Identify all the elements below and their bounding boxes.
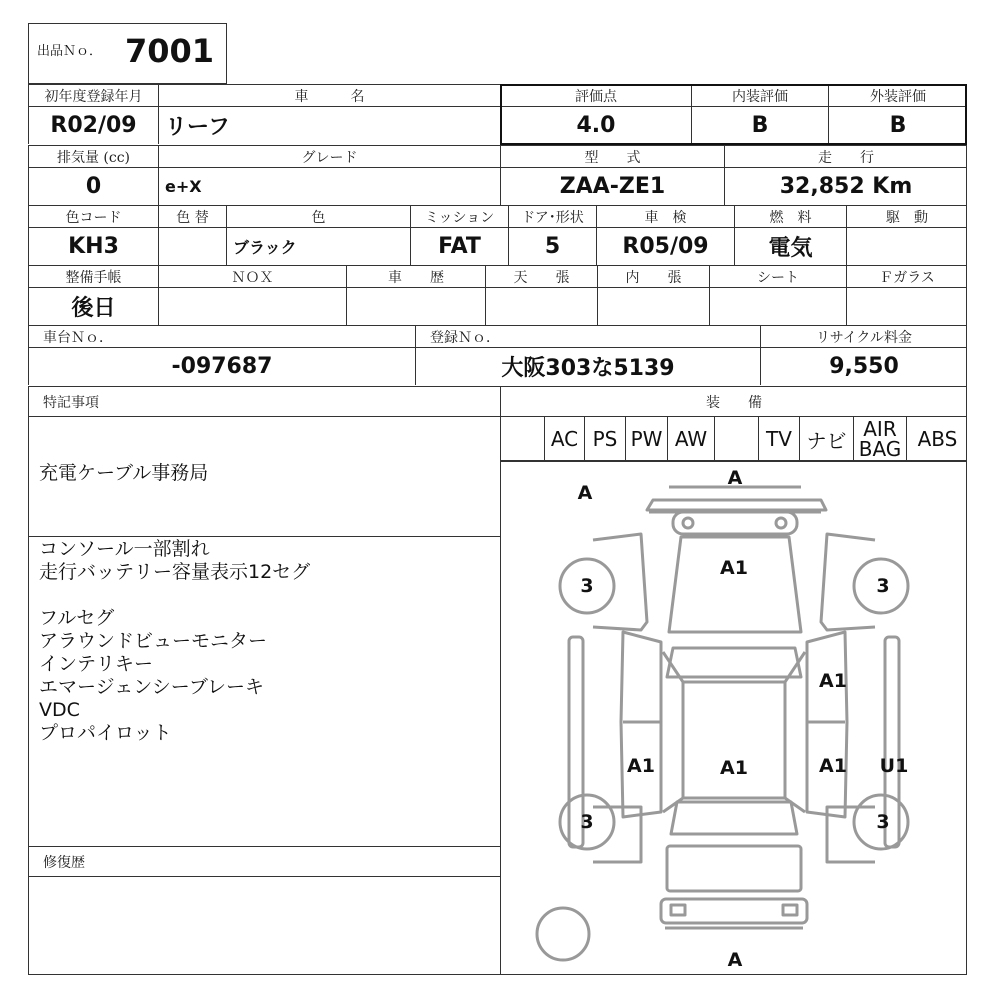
recycle-label: リサイクル料金 — [760, 325, 967, 347]
maint-label: 整備手帳 — [28, 265, 158, 287]
model-label: 型 式 — [500, 145, 724, 167]
exterior-label: 外装評価 — [828, 84, 967, 106]
maint-value: 後日 — [28, 287, 158, 325]
damage-front-left: A — [577, 482, 593, 504]
repair-label: 修復歴 — [28, 846, 500, 876]
chassis-label: 車台Ｎｏ． — [28, 325, 415, 347]
repair-box — [28, 876, 500, 975]
score-highlight-box — [500, 84, 967, 145]
grade-value: e+X — [158, 167, 500, 205]
rear-bumper-shape — [661, 899, 807, 923]
equip-item — [715, 417, 759, 461]
equip-item — [501, 417, 545, 461]
nox-value — [158, 287, 346, 325]
lot-label: 出品Ｎｏ． — [37, 44, 103, 59]
inner-label: 内 張 — [597, 265, 709, 287]
damage-rear-bumper: A — [727, 949, 743, 971]
name-label: 車 名 — [158, 84, 500, 106]
color-label: 色 — [226, 205, 410, 227]
interior-value: B — [691, 106, 828, 144]
inspection-label: 車 検 — [596, 205, 734, 227]
equip-abs: ABS — [917, 427, 958, 451]
nox-label: ＮＯＸ — [158, 265, 346, 287]
remarks-top-box — [28, 416, 500, 536]
chassis-value: -097687 — [28, 347, 415, 385]
damage-right-door: A1 — [819, 755, 847, 777]
equipment-label: 装 備 — [500, 386, 967, 416]
exterior-value: B — [828, 106, 967, 144]
front-bumper-shape — [647, 487, 826, 512]
damage-front-left-tire: 3 — [580, 575, 594, 597]
repaint-label: 色 替 — [158, 205, 226, 227]
seat-label: シート — [709, 265, 846, 287]
car-diagram — [501, 462, 967, 975]
equip-aw: AW — [668, 417, 715, 461]
mission-value: FAT — [410, 227, 508, 265]
remarks-body-box — [28, 536, 500, 846]
rear-window-shape — [671, 802, 797, 834]
score-value: 4.0 — [500, 106, 691, 144]
remarks-line1: 充電ケーブル事務局 — [39, 462, 209, 484]
damage-hood: A1 — [720, 557, 748, 579]
color-value: ブラック — [226, 227, 410, 265]
auction-sheet — [28, 84, 967, 975]
drive-value — [846, 227, 967, 265]
damage-left-door: A1 — [627, 755, 655, 777]
seat-value — [709, 287, 846, 325]
score-label: 評価点 — [500, 84, 691, 106]
damage-right-rocker: U1 — [879, 755, 909, 777]
roof-shape — [683, 682, 785, 798]
fuel-value: 電気 — [734, 227, 846, 265]
damage-front-bumper: A — [727, 467, 743, 489]
reg-label: 初年度登録年月 — [28, 84, 158, 106]
disp-label: 排気量 (cc) — [28, 145, 158, 167]
lot-box — [28, 23, 227, 84]
remarks-body: コンソール一部割れ 走行バッテリー容量表示12セグ フルセグ アラウンドビューモニター インテリキー エマージェンシーブレーキ VDC プロパイロット — [39, 538, 311, 744]
damage-front-right-tire: 3 — [876, 575, 890, 597]
glass-label: Ｆガラス — [846, 265, 967, 287]
lot-number: 7001 — [125, 32, 215, 70]
color-code-value: KH3 — [28, 227, 158, 265]
history-value — [346, 287, 485, 325]
disp-value: 0 — [28, 167, 158, 205]
hood-shape — [669, 537, 801, 632]
equip-navi: ナビ — [800, 417, 854, 461]
roof-label: 天 張 — [485, 265, 597, 287]
grade-label: グレード — [158, 145, 500, 167]
color-code-label: 色コード — [28, 205, 158, 227]
name-value: リーフ — [158, 106, 500, 144]
roof-value — [485, 287, 597, 325]
equip-tv: TV — [759, 417, 800, 461]
left-side-shape — [621, 632, 661, 817]
damage-right-front-fender: A1 — [819, 670, 847, 692]
interior-label: 内装評価 — [691, 84, 828, 106]
damage-roof: A1 — [720, 757, 748, 779]
equip-pw: PW — [626, 417, 668, 461]
mission-label: ミッション — [410, 205, 508, 227]
right-side-shape — [807, 632, 847, 817]
equip-ac: AC — [545, 417, 585, 461]
mileage-label: 走 行 — [724, 145, 967, 167]
plate-value: 大阪303な5139 — [415, 347, 760, 385]
spare-tire-shape — [537, 908, 589, 960]
model-value: ZAA-ZE1 — [500, 167, 724, 205]
remarks-label: 特記事項 — [28, 386, 500, 416]
inspection-value: R05/09 — [596, 227, 734, 265]
door-label: ドア･形状 — [508, 205, 596, 227]
history-label: 車 歴 — [346, 265, 485, 287]
equip-ps: PS — [585, 417, 626, 461]
windshield-shape — [667, 648, 801, 677]
repaint-value — [158, 227, 226, 265]
equipment-row — [500, 416, 967, 461]
damage-rear-left-tire: 3 — [580, 811, 594, 833]
inner-value — [597, 287, 709, 325]
plate-label: 登録Ｎｏ． — [415, 325, 760, 347]
door-value: 5 — [508, 227, 596, 265]
left-front-fender-shape — [593, 534, 647, 630]
drive-label: 駆 動 — [846, 205, 967, 227]
reg-value: R02/09 — [28, 106, 158, 144]
trunk-shape — [667, 846, 801, 891]
damage-rear-right-tire: 3 — [876, 811, 890, 833]
recycle-value: 9,550 — [760, 347, 967, 385]
fuel-label: 燃 料 — [734, 205, 846, 227]
glass-value — [846, 287, 967, 325]
equip-airbag: AIR BAG — [854, 417, 907, 461]
car-diagram-area — [500, 461, 967, 975]
mileage-value: 32,852 Km — [724, 167, 967, 205]
right-front-fender-shape — [821, 534, 875, 630]
